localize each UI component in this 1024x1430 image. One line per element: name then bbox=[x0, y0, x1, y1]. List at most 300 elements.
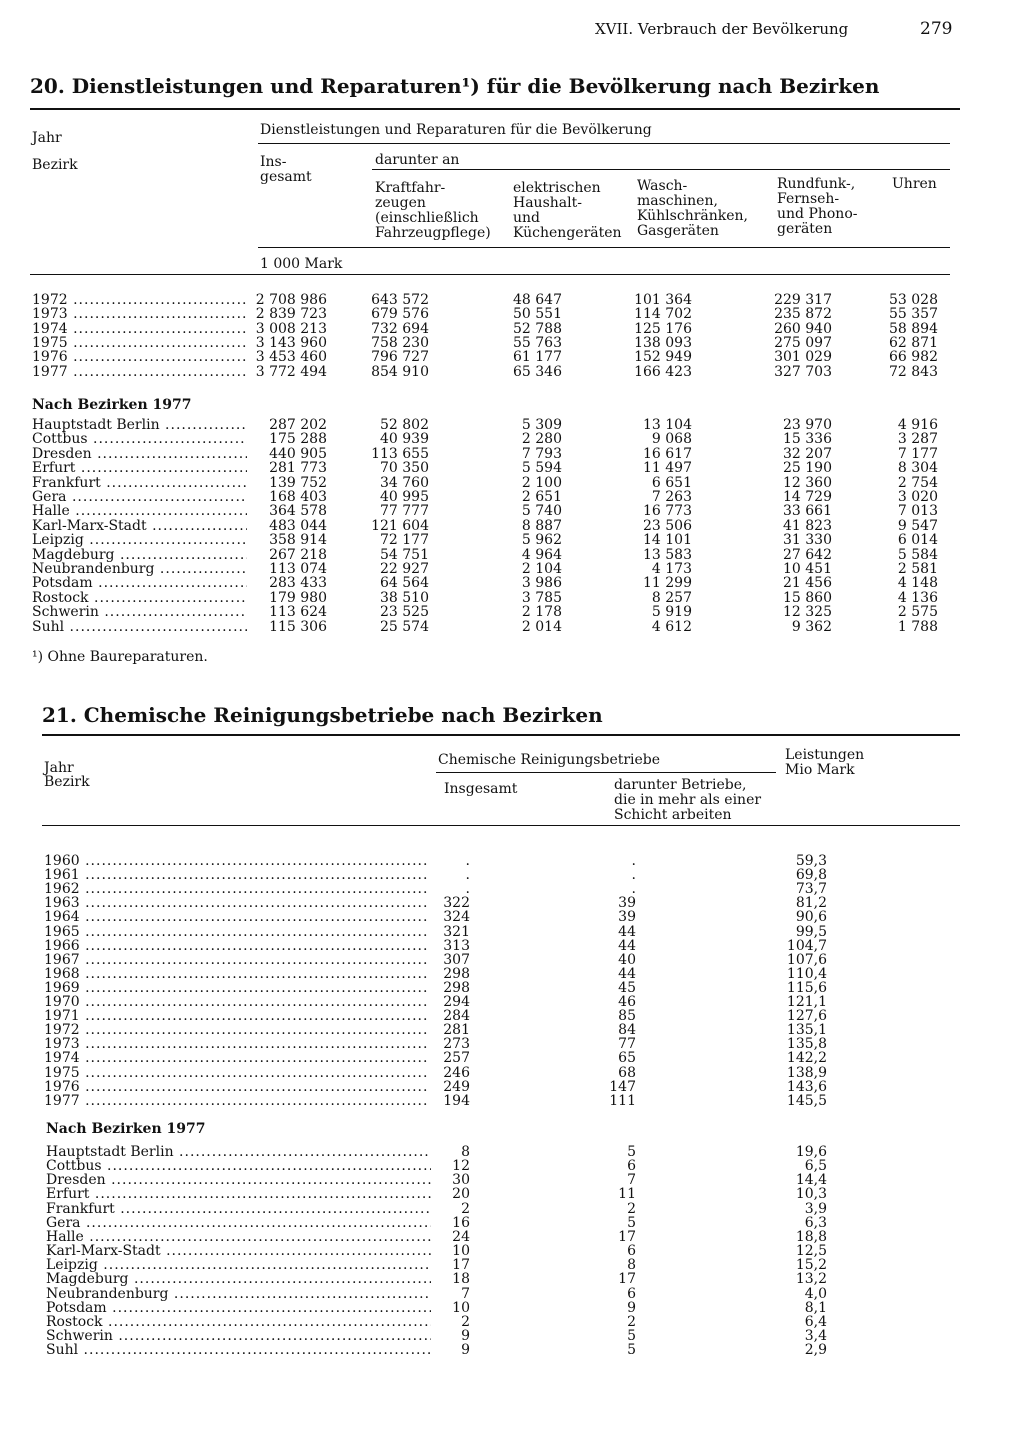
t21-district-cell: 17 bbox=[452, 1257, 470, 1274]
t20-year-cell: 854 910 bbox=[371, 363, 429, 380]
t21-year-cell: 85 bbox=[618, 1008, 636, 1025]
t21-year-cell: 324 bbox=[443, 909, 470, 926]
t20-district-cell: 175 288 bbox=[269, 431, 327, 448]
t20-district-cell: 7 793 bbox=[521, 445, 562, 462]
t20-district-row bbox=[0, 504, 1024, 519]
t20-district-cell: 1 788 bbox=[897, 618, 938, 635]
t20-district-cell: 2 754 bbox=[897, 474, 938, 491]
t20-year-cell: 53 028 bbox=[889, 292, 938, 308]
t20-year-cell: 758 230 bbox=[371, 334, 429, 351]
t21-year-cell: 110,4 bbox=[786, 965, 827, 982]
t20-district-cell: 13 583 bbox=[643, 546, 692, 563]
t21-head-bottom-rule bbox=[42, 825, 960, 826]
t21-year-cell: 307 bbox=[443, 951, 470, 968]
t21-year-cell: 73,7 bbox=[795, 881, 827, 898]
t20-year-cell: 65 346 bbox=[513, 363, 562, 380]
t20-district-cell: 23 970 bbox=[783, 417, 832, 433]
t20-footnote: ¹) Ohne Baureparaturen. bbox=[32, 649, 208, 665]
t20-district-cell: 8 257 bbox=[651, 589, 692, 606]
t21-year-cell: . bbox=[465, 867, 470, 884]
t21-district-cell: 6 bbox=[627, 1285, 636, 1302]
t21-year-cell: 313 bbox=[443, 937, 470, 954]
t21-group-rule bbox=[436, 772, 776, 773]
t20-year-cell: 3 143 960 bbox=[255, 334, 327, 351]
t20-district-row bbox=[0, 476, 1024, 491]
t21-year-label: 1972 ..... bbox=[44, 1023, 429, 1038]
t20-group-rule bbox=[258, 143, 950, 144]
t20-district-cell: 3 986 bbox=[521, 575, 562, 592]
t20-year-cell: 101 364 bbox=[634, 292, 692, 308]
t20-district-cell: 14 729 bbox=[783, 489, 832, 505]
t20-district-cell: 113 074 bbox=[269, 561, 327, 577]
t20-district-row bbox=[0, 605, 1024, 620]
t20-district-cell: 23 525 bbox=[380, 604, 429, 621]
t20-district-cell: 2 575 bbox=[897, 604, 938, 621]
t21-district-label: Dresden ..... bbox=[46, 1173, 431, 1188]
t20-district-cell: 16 617 bbox=[643, 445, 692, 462]
t20-district-cell: 52 802 bbox=[380, 417, 429, 433]
t21-head-jahr: Jahr bbox=[44, 760, 74, 776]
t21-year-cell: 77 bbox=[618, 1036, 636, 1053]
t21-year-label: 1967 ..... bbox=[44, 953, 429, 968]
t20-head-col-uhren: Uhren bbox=[892, 176, 937, 192]
t21-year-cell: 135,8 bbox=[786, 1036, 827, 1053]
t21-district-cell: 5 bbox=[627, 1144, 636, 1160]
t21-year-cell: 59,3 bbox=[795, 853, 827, 869]
t21-year-row bbox=[0, 925, 1024, 940]
t20-year-row bbox=[0, 365, 1024, 380]
t20-year-row bbox=[0, 322, 1024, 337]
t21-district-cell: 13,2 bbox=[795, 1271, 827, 1288]
t21-district-label: Suhl ..... bbox=[46, 1343, 431, 1358]
t20-district-cell: 6 651 bbox=[651, 474, 692, 491]
t21-year-row bbox=[0, 882, 1024, 897]
t20-district-cell: 22 927 bbox=[380, 561, 429, 577]
t21-district-cell: 10 bbox=[452, 1243, 470, 1260]
t20-head-ins: Ins- bbox=[260, 154, 287, 170]
t20-district-cell: 40 995 bbox=[380, 489, 429, 505]
t21-year-cell: 121,1 bbox=[786, 994, 827, 1010]
t21-year-row bbox=[0, 1009, 1024, 1024]
t20-district-cell: 31 330 bbox=[783, 532, 832, 549]
t21-district-cell: 2 bbox=[627, 1313, 636, 1330]
t20-district-row bbox=[0, 490, 1024, 505]
t20-district-label: Hauptstadt Berlin ..... bbox=[32, 418, 247, 433]
t20-district-cell: 113 624 bbox=[269, 604, 327, 621]
t21-year-row bbox=[0, 1037, 1024, 1052]
t21-district-cell: 5 bbox=[627, 1342, 636, 1359]
t20-district-label: Cottbus ..... bbox=[32, 432, 247, 447]
t20-district-cell: 12 360 bbox=[783, 474, 832, 491]
t21-head-mio-mark: Mio Mark bbox=[785, 762, 855, 778]
t20-year-cell: 2 839 723 bbox=[255, 306, 327, 323]
t21-district-row bbox=[0, 1230, 1024, 1245]
t20-year-cell: 138 093 bbox=[634, 334, 692, 351]
t20-district-label: Leipzig ..... bbox=[32, 533, 247, 548]
t20-district-cell: 70 350 bbox=[380, 460, 429, 477]
t20-darunter-rule bbox=[372, 169, 950, 170]
t21-district-cell: 17 bbox=[618, 1228, 636, 1245]
t20-district-row bbox=[0, 519, 1024, 534]
t21-district-cell: 7 bbox=[461, 1285, 470, 1302]
t21-year-row bbox=[0, 967, 1024, 982]
t20-district-cell: 9 068 bbox=[651, 431, 692, 448]
t20-district-cell: 4 964 bbox=[521, 546, 562, 563]
t21-district-cell: 14,4 bbox=[795, 1172, 827, 1189]
t21-year-row bbox=[0, 910, 1024, 925]
t21-district-cell: 8 bbox=[627, 1257, 636, 1274]
t21-district-cell: 9 bbox=[627, 1299, 636, 1316]
t21-year-label: 1975 ..... bbox=[44, 1066, 429, 1081]
t20-district-row bbox=[0, 548, 1024, 563]
t21-district-row bbox=[0, 1258, 1024, 1273]
t20-district-label: Gera ..... bbox=[32, 490, 247, 505]
t20-year-row bbox=[0, 307, 1024, 322]
t20-district-cell: 4 916 bbox=[897, 417, 938, 433]
t20-district-cell: 64 564 bbox=[380, 575, 429, 592]
t20-district-cell: 27 642 bbox=[783, 546, 832, 563]
t21-district-row bbox=[0, 1315, 1024, 1330]
t20-district-label: Karl-Marx-Stadt ..... bbox=[32, 519, 247, 534]
t20-head-col-wasch: Wasch- maschinen, Kühlschränken, Gasgeräten bbox=[637, 178, 748, 239]
t20-district-label: Rostock ..... bbox=[32, 591, 247, 606]
table-21-title: 21. Chemische Reinigungsbetriebe nach Bezirken bbox=[42, 703, 603, 727]
t21-district-cell: 2,9 bbox=[804, 1342, 827, 1359]
t20-year-cell: 52 788 bbox=[513, 320, 562, 337]
t21-year-cell: 46 bbox=[618, 994, 636, 1010]
t21-district-cell: 2 bbox=[461, 1200, 470, 1217]
t21-district-label: Hauptstadt Berlin ..... bbox=[46, 1145, 431, 1160]
t20-district-cell: 25 574 bbox=[380, 618, 429, 635]
t21-district-label: Schwerin ..... bbox=[46, 1329, 431, 1344]
t20-district-cell: 2 280 bbox=[521, 431, 562, 448]
t20-district-row bbox=[0, 461, 1024, 476]
t21-year-label: 1963 ..... bbox=[44, 896, 429, 911]
t21-district-row bbox=[0, 1301, 1024, 1316]
t21-year-cell: 65 bbox=[618, 1050, 636, 1067]
t21-year-cell: 111 bbox=[609, 1092, 636, 1109]
t20-district-label: Potsdam ..... bbox=[32, 576, 247, 591]
t20-district-row bbox=[0, 620, 1024, 635]
t20-district-cell: 32 207 bbox=[783, 445, 832, 462]
t21-district-label: Karl-Marx-Stadt ..... bbox=[46, 1244, 431, 1259]
t20-year-cell: 55 763 bbox=[513, 334, 562, 351]
t21-year-cell: 145,5 bbox=[786, 1092, 827, 1109]
t21-year-row bbox=[0, 854, 1024, 869]
t21-year-cell: 147 bbox=[609, 1078, 636, 1095]
t21-year-cell: 142,2 bbox=[786, 1050, 827, 1067]
t20-year-cell: 48 647 bbox=[513, 292, 562, 308]
t21-district-cell: 16 bbox=[452, 1214, 470, 1231]
t21-district-cell: 6 bbox=[627, 1158, 636, 1175]
t21-district-label: Gera ..... bbox=[46, 1216, 431, 1231]
t21-year-label: 1966 ..... bbox=[44, 939, 429, 954]
t21-district-label: Neubrandenburg ..... bbox=[46, 1287, 431, 1302]
t20-district-cell: 6 014 bbox=[897, 532, 938, 549]
t21-district-cell: 4,0 bbox=[804, 1285, 827, 1302]
t20-year-cell: 3 008 213 bbox=[255, 320, 327, 337]
t21-year-row bbox=[0, 995, 1024, 1010]
t21-year-cell: 281 bbox=[443, 1022, 470, 1039]
t21-year-label: 1965 ..... bbox=[44, 925, 429, 940]
t21-head-leistungen: Leistungen bbox=[785, 747, 865, 763]
t20-district-cell: 139 752 bbox=[269, 474, 327, 491]
t21-district-row bbox=[0, 1202, 1024, 1217]
t21-year-row bbox=[0, 1051, 1024, 1066]
t20-district-cell: 4 148 bbox=[897, 575, 938, 592]
t21-district-cell: 18 bbox=[452, 1271, 470, 1288]
t21-district-label: Leipzig ..... bbox=[46, 1258, 431, 1273]
t21-year-row bbox=[0, 1080, 1024, 1095]
t20-district-cell: 41 823 bbox=[783, 517, 832, 534]
t20-district-cell: 5 594 bbox=[521, 460, 562, 477]
t21-district-cell: 2 bbox=[461, 1313, 470, 1330]
t20-year-cell: 58 894 bbox=[889, 320, 938, 337]
t21-district-cell: 5 bbox=[627, 1214, 636, 1231]
t21-district-cell: 20 bbox=[452, 1186, 470, 1203]
t20-year-cell: 643 572 bbox=[371, 292, 429, 308]
t20-district-cell: 5 309 bbox=[521, 417, 562, 433]
t21-district-cell: 3,4 bbox=[804, 1327, 827, 1344]
t21-district-cell: 5 bbox=[627, 1327, 636, 1344]
t20-year-label: 1977 ..... bbox=[32, 365, 247, 380]
t21-year-label: 1973 ..... bbox=[44, 1037, 429, 1052]
t20-district-cell: 281 773 bbox=[269, 460, 327, 477]
t21-year-row bbox=[0, 868, 1024, 883]
t21-year-cell: 81,2 bbox=[795, 895, 827, 912]
t21-year-cell: . bbox=[465, 881, 470, 898]
t21-district-row bbox=[0, 1244, 1024, 1259]
t21-district-cell: 6,3 bbox=[804, 1214, 827, 1231]
t20-district-cell: 15 336 bbox=[783, 431, 832, 448]
t21-year-row bbox=[0, 939, 1024, 954]
t21-year-cell: 246 bbox=[443, 1064, 470, 1081]
t21-year-cell: 44 bbox=[618, 937, 636, 954]
t20-district-label: Magdeburg ..... bbox=[32, 548, 247, 563]
t21-district-cell: 10,3 bbox=[795, 1186, 827, 1203]
t20-head-darunter: darunter an bbox=[375, 152, 460, 168]
t20-year-cell: 50 551 bbox=[513, 306, 562, 323]
t21-district-cell: 3,9 bbox=[804, 1200, 827, 1217]
t20-year-cell: 3 453 460 bbox=[255, 349, 327, 366]
t21-district-row bbox=[0, 1272, 1024, 1287]
t20-head-bottom-rule bbox=[30, 274, 950, 275]
t21-year-cell: 68 bbox=[618, 1064, 636, 1081]
t20-year-cell: 114 702 bbox=[634, 306, 692, 323]
t20-head-col-haushalt: elektrischen Haushalt- und Küchengeräten bbox=[513, 180, 622, 241]
t21-year-cell: 143,6 bbox=[786, 1078, 827, 1095]
t21-district-label: Cottbus ..... bbox=[46, 1159, 431, 1174]
t21-district-row bbox=[0, 1329, 1024, 1344]
t21-year-cell: . bbox=[631, 853, 636, 869]
t20-district-cell: 2 178 bbox=[521, 604, 562, 621]
t20-year-cell: 55 357 bbox=[889, 306, 938, 323]
t20-year-row bbox=[0, 350, 1024, 365]
t21-district-cell: 6,5 bbox=[804, 1158, 827, 1175]
t21-district-cell: 6,4 bbox=[804, 1313, 827, 1330]
t21-year-cell: 298 bbox=[443, 965, 470, 982]
t21-year-cell: 44 bbox=[618, 965, 636, 982]
t20-year-cell: 2 708 986 bbox=[255, 292, 327, 308]
t21-year-cell: 294 bbox=[443, 994, 470, 1010]
t21-year-cell: 39 bbox=[618, 895, 636, 912]
t20-year-cell: 72 843 bbox=[889, 363, 938, 380]
t21-district-cell: 19,6 bbox=[795, 1144, 827, 1160]
t20-district-cell: 283 433 bbox=[269, 575, 327, 592]
t21-year-cell: 40 bbox=[618, 951, 636, 968]
t20-district-cell: 267 218 bbox=[269, 546, 327, 563]
t20-district-cell: 5 962 bbox=[521, 532, 562, 549]
t20-district-row bbox=[0, 562, 1024, 577]
t21-district-cell: 7 bbox=[627, 1172, 636, 1189]
t21-year-cell: 99,5 bbox=[795, 923, 827, 940]
t21-district-cell: 8 bbox=[461, 1144, 470, 1160]
t20-district-cell: 115 306 bbox=[269, 618, 327, 635]
t21-year-label: 1969 ..... bbox=[44, 981, 429, 996]
t21-district-row bbox=[0, 1159, 1024, 1174]
t20-district-cell: 7 013 bbox=[897, 503, 938, 520]
t20-district-cell: 10 451 bbox=[783, 561, 832, 577]
t20-district-cell: 364 578 bbox=[269, 503, 327, 520]
t20-district-cell: 54 751 bbox=[380, 546, 429, 563]
t21-year-cell: 84 bbox=[618, 1022, 636, 1039]
t20-year-cell: 260 940 bbox=[774, 320, 832, 337]
t20-year-cell: 3 772 494 bbox=[255, 363, 327, 380]
t21-year-cell: 39 bbox=[618, 909, 636, 926]
t21-district-row bbox=[0, 1187, 1024, 1202]
t21-year-cell: 127,6 bbox=[786, 1008, 827, 1025]
t20-district-cell: 2 014 bbox=[521, 618, 562, 635]
t20-year-label: 1974 ..... bbox=[32, 322, 247, 337]
t21-district-cell: 2 bbox=[627, 1200, 636, 1217]
t20-district-cell: 7 177 bbox=[897, 445, 938, 462]
t20-district-row bbox=[0, 447, 1024, 462]
t21-district-label: Erfurt ..... bbox=[46, 1187, 431, 1202]
t21-district-label: Rostock ..... bbox=[46, 1315, 431, 1330]
t20-year-cell: 229 317 bbox=[774, 292, 832, 308]
t21-year-cell: 69,8 bbox=[795, 867, 827, 884]
table-20-top-rule bbox=[30, 108, 960, 110]
t21-head-group: Chemische Reinigungsbetriebe bbox=[438, 752, 661, 768]
t20-district-cell: 8 887 bbox=[521, 517, 562, 534]
t20-year-cell: 301 029 bbox=[774, 349, 832, 366]
t21-district-label: Magdeburg ..... bbox=[46, 1272, 431, 1287]
t21-year-label: 1968 ..... bbox=[44, 967, 429, 982]
t20-district-cell: 38 510 bbox=[380, 589, 429, 606]
t20-district-row bbox=[0, 432, 1024, 447]
t21-year-cell: 44 bbox=[618, 923, 636, 940]
t20-year-cell: 152 949 bbox=[634, 349, 692, 366]
t21-district-row bbox=[0, 1287, 1024, 1302]
t21-year-label: 1961 ..... bbox=[44, 868, 429, 883]
t20-district-cell: 121 604 bbox=[371, 517, 429, 534]
t20-district-cell: 12 325 bbox=[783, 604, 832, 621]
t21-district-row bbox=[0, 1173, 1024, 1188]
t20-year-cell: 796 727 bbox=[371, 349, 429, 366]
t20-year-cell: 62 871 bbox=[889, 334, 938, 351]
t21-district-cell: 8,1 bbox=[804, 1299, 827, 1316]
t20-district-cell: 287 202 bbox=[269, 417, 327, 433]
t20-unit: 1 000 Mark bbox=[260, 256, 343, 272]
t20-district-cell: 168 403 bbox=[269, 489, 327, 505]
t20-year-label: 1975 ..... bbox=[32, 336, 247, 351]
t20-district-cell: 8 304 bbox=[897, 460, 938, 477]
t20-district-cell: 14 101 bbox=[643, 532, 692, 549]
t20-district-cell: 16 773 bbox=[643, 503, 692, 520]
t21-district-cell: 12 bbox=[452, 1158, 470, 1175]
t20-year-cell: 166 423 bbox=[634, 363, 692, 380]
page-number: 279 bbox=[920, 19, 953, 39]
t20-district-cell: 440 905 bbox=[269, 445, 327, 462]
t20-district-cell: 2 581 bbox=[897, 561, 938, 577]
t21-district-cell: 6 bbox=[627, 1243, 636, 1260]
t20-district-label: Suhl ..... bbox=[32, 620, 247, 635]
t21-year-label: 1964 ..... bbox=[44, 910, 429, 925]
t21-year-row bbox=[0, 953, 1024, 968]
t21-head-bezirk: Bezirk bbox=[44, 774, 90, 790]
t21-district-cell: 24 bbox=[452, 1228, 470, 1245]
t20-district-label: Neubrandenburg ..... bbox=[32, 562, 247, 577]
t21-year-cell: 90,6 bbox=[795, 909, 827, 926]
t20-head-bezirk: Bezirk bbox=[32, 157, 78, 173]
t20-district-cell: 25 190 bbox=[783, 460, 832, 477]
t21-district-cell: 18,8 bbox=[795, 1228, 827, 1245]
t20-district-cell: 11 299 bbox=[643, 575, 692, 592]
t21-year-cell: . bbox=[631, 867, 636, 884]
t21-year-cell: 104,7 bbox=[786, 937, 827, 954]
t20-district-cell: 9 362 bbox=[791, 618, 832, 635]
t20-district-cell: 5 919 bbox=[651, 604, 692, 621]
t20-head-group: Dienstleistungen und Reparaturen für die Bevölkerung bbox=[260, 122, 652, 138]
t21-district-row bbox=[0, 1145, 1024, 1160]
t20-district-cell: 72 177 bbox=[380, 532, 429, 549]
t20-district-label: Dresden ..... bbox=[32, 447, 247, 462]
t21-year-label: 1974 ..... bbox=[44, 1051, 429, 1066]
t20-year-cell: 66 982 bbox=[889, 349, 938, 366]
t21-year-cell: . bbox=[465, 853, 470, 869]
t21-year-label: 1962 ..... bbox=[44, 882, 429, 897]
t20-year-row bbox=[0, 336, 1024, 351]
t21-year-cell: 273 bbox=[443, 1036, 470, 1053]
t20-year-label: 1976 ..... bbox=[32, 350, 247, 365]
t20-district-cell: 4 612 bbox=[651, 618, 692, 635]
t21-year-cell: . bbox=[631, 881, 636, 898]
t21-year-row bbox=[0, 896, 1024, 911]
t20-district-cell: 179 980 bbox=[269, 589, 327, 606]
t21-district-cell: 10 bbox=[452, 1299, 470, 1316]
t20-year-cell: 327 703 bbox=[774, 363, 832, 380]
t20-unit-rule bbox=[258, 247, 950, 248]
t21-year-cell: 284 bbox=[443, 1008, 470, 1025]
t21-year-label: 1976 ..... bbox=[44, 1080, 429, 1095]
t20-district-label: Frankfurt ..... bbox=[32, 476, 247, 491]
t21-district-cell: 9 bbox=[461, 1327, 470, 1344]
t21-district-cell: 12,5 bbox=[795, 1243, 827, 1260]
t20-head-col-kfz: Kraftfahr- zeugen (einschließlich Fahrzeugpflege) bbox=[375, 180, 491, 241]
t20-district-cell: 21 456 bbox=[783, 575, 832, 592]
t20-year-cell: 235 872 bbox=[774, 306, 832, 323]
t20-year-cell: 679 576 bbox=[371, 306, 429, 323]
t20-district-label: Erfurt ..... bbox=[32, 461, 247, 476]
t20-year-row bbox=[0, 293, 1024, 308]
t20-district-cell: 33 661 bbox=[783, 503, 832, 520]
table-21-top-rule bbox=[42, 734, 960, 736]
t20-district-cell: 15 860 bbox=[783, 589, 832, 606]
t20-district-label: Halle ..... bbox=[32, 504, 247, 519]
t21-year-cell: 194 bbox=[443, 1092, 470, 1109]
t20-year-label: 1973 ..... bbox=[32, 307, 247, 322]
t20-year-cell: 61 177 bbox=[513, 349, 562, 366]
